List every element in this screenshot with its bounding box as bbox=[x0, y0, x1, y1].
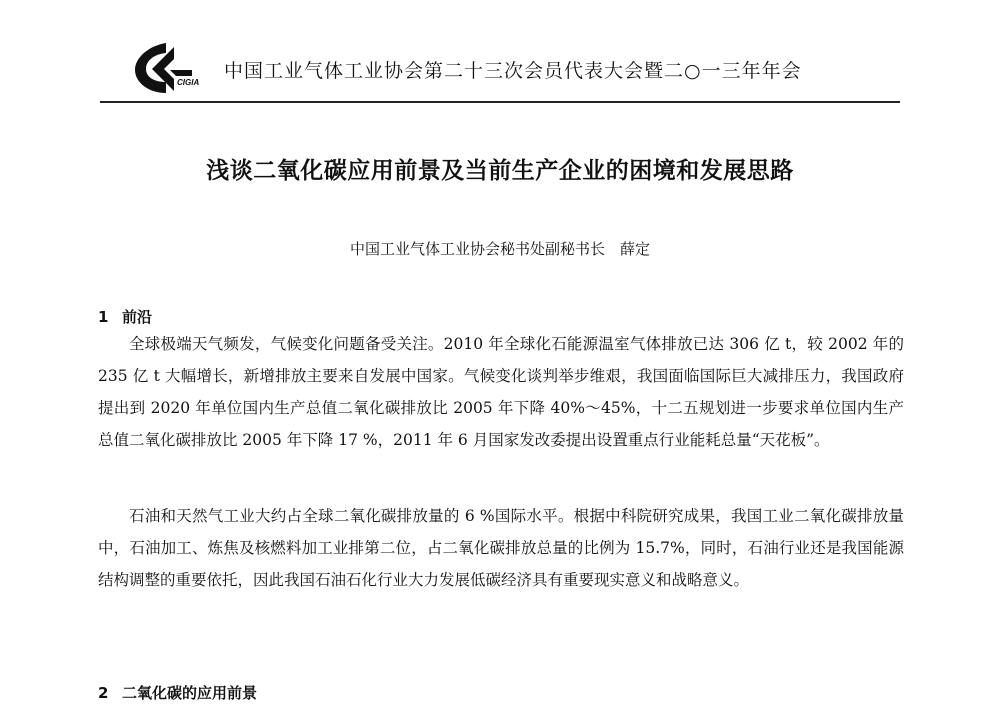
paragraph: 全球极端天气频发，气候变化问题备受关注。2010 年全球化石能源温室气体排放已达 306 亿 t，较 2002 年的 235 亿 t 大幅增长，新增排放主要来自发展中国家。气候变化谈判举步维艰，我国面临国际巨大减排压力，我国政府提出到 2020 年单位国内生产总值二氧化碳排放比 2005 年下降 40%～45%，十二五规划进一步要求单位国内生产总值二氧化碳排放比 2005 年下降 17 %，2011 年 6 月国家发改委提出设置重点行业能耗总量“天花板”。 bbox=[98, 335, 904, 449]
logo-text: CIGIA bbox=[177, 78, 200, 87]
cigia-logo bbox=[130, 40, 210, 96]
section-heading-2 bbox=[98, 682, 257, 703]
page-header bbox=[100, 36, 900, 100]
conference-title: 中国工业气体工业协会第二十三次会员代表大会暨二○一三年年会 bbox=[224, 60, 802, 82]
article-title: 浅谈二氧化碳应用前景及当前生产企业的困境和发展思路 bbox=[206, 158, 794, 184]
section-number: 2 bbox=[98, 684, 109, 702]
section-number: 1 bbox=[98, 308, 109, 326]
section-title: 二氧化碳的应用前景 bbox=[122, 684, 258, 702]
cigia-logo-icon bbox=[130, 40, 210, 96]
header-divider bbox=[100, 101, 900, 103]
author-line: 中国工业气体工业协会秘书处副秘书长 薛定 bbox=[349, 240, 650, 258]
section-title: 前沿 bbox=[122, 308, 153, 326]
paragraph: 石油和天然气工业大约占全球二氧化碳排放量的 6 %国际水平。根据中科院研究成果，我国工业二氧化碳排放量中，石油加工、炼焦及核燃料加工业排第二位，占二氧化碳排放总量的比例为 15.7%，同时，石油行业还是我国能源结构调整的重要依托，因此我国石油石化行业大力发展低碳经济具有重要现实意义和战略意义。 bbox=[98, 507, 904, 589]
section-heading-1 bbox=[98, 306, 152, 327]
